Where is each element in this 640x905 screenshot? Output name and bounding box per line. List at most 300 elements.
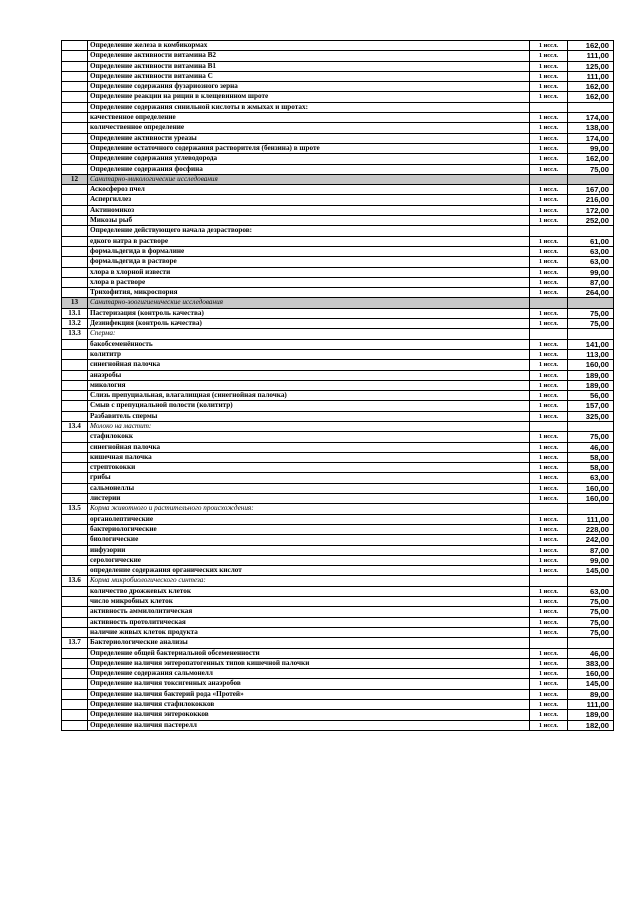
unit-label: 1 иссл. xyxy=(530,143,568,153)
table-row xyxy=(62,524,614,534)
price-value: 111,00 xyxy=(568,51,614,61)
table-row xyxy=(62,380,614,390)
unit-label: 1 иссл. xyxy=(530,360,568,370)
price-value xyxy=(568,226,614,236)
subheader-row xyxy=(62,329,614,339)
unit-label: 1 иссл. xyxy=(530,380,568,390)
price-value: 182,00 xyxy=(568,720,614,730)
service-name: число микробных клеток xyxy=(88,597,530,607)
row-number xyxy=(62,597,88,607)
table-row xyxy=(62,185,614,195)
price-value: 46,00 xyxy=(568,442,614,452)
row-number xyxy=(62,411,88,421)
price-value: 160,00 xyxy=(568,360,614,370)
row-number xyxy=(62,627,88,637)
unit-label: 1 иссл. xyxy=(530,720,568,730)
table-row xyxy=(62,432,614,442)
subheader-row xyxy=(62,421,614,431)
unit-label: 1 иссл. xyxy=(530,288,568,298)
price-value: 63,00 xyxy=(568,257,614,267)
price-table-body xyxy=(62,41,614,731)
service-name: Санитарно-зоогигиенические исследования xyxy=(88,298,530,308)
service-name: Определение содержания синильной кислоты в жмыхах и шротах: xyxy=(88,102,530,112)
table-row xyxy=(62,411,614,421)
price-value: 113,00 xyxy=(568,349,614,359)
row-number xyxy=(62,164,88,174)
service-name: Определение активности витамина С xyxy=(88,71,530,81)
row-number xyxy=(62,700,88,710)
service-name: хлора в хлорной извести xyxy=(88,267,530,277)
row-number xyxy=(62,195,88,205)
row-number xyxy=(62,339,88,349)
row-number xyxy=(62,288,88,298)
unit-label: 1 иссл. xyxy=(530,133,568,143)
price-value: 383,00 xyxy=(568,658,614,668)
price-value: 58,00 xyxy=(568,452,614,462)
table-row xyxy=(62,205,614,215)
row-number xyxy=(62,154,88,164)
row-number xyxy=(62,648,88,658)
row-number xyxy=(62,658,88,668)
table-row xyxy=(62,452,614,462)
service-name: биологические xyxy=(88,535,530,545)
price-value: 46,00 xyxy=(568,648,614,658)
row-number xyxy=(62,442,88,452)
service-name: органолептические xyxy=(88,514,530,524)
row-number xyxy=(62,123,88,133)
price-value: 63,00 xyxy=(568,586,614,596)
service-name: формальдегида в растворе xyxy=(88,257,530,267)
row-number xyxy=(62,689,88,699)
service-name: Санитарно-микологические исследования xyxy=(88,174,530,184)
service-name: Определение активности уреазы xyxy=(88,133,530,143)
unit-label: 1 иссл. xyxy=(530,195,568,205)
price-value xyxy=(568,174,614,184)
service-name: синегнойная палочка xyxy=(88,360,530,370)
service-name: Актиномикоз xyxy=(88,205,530,215)
row-number xyxy=(62,216,88,226)
row-number xyxy=(62,51,88,61)
table-row xyxy=(62,391,614,401)
service-name: Аспергиллез xyxy=(88,195,530,205)
price-value: 99,00 xyxy=(568,143,614,153)
table-row xyxy=(62,514,614,524)
service-name: Трихофития, микроспория xyxy=(88,288,530,298)
row-number xyxy=(62,432,88,442)
table-row xyxy=(62,607,614,617)
row-number xyxy=(62,617,88,627)
unit-label: 1 иссл. xyxy=(530,82,568,92)
price-value: 125,00 xyxy=(568,61,614,71)
row-number: 13.2 xyxy=(62,319,88,329)
row-number xyxy=(62,473,88,483)
service-name: инфузории xyxy=(88,545,530,555)
table-row xyxy=(62,648,614,658)
table-row xyxy=(62,689,614,699)
unit-label xyxy=(530,504,568,514)
unit-label: 1 иссл. xyxy=(530,339,568,349)
service-name: определение содержания органических кислот xyxy=(88,566,530,576)
unit-label: 1 иссл. xyxy=(530,411,568,421)
row-number xyxy=(62,535,88,545)
row-number: 13 xyxy=(62,298,88,308)
table-row xyxy=(62,555,614,565)
price-value: 162,00 xyxy=(568,92,614,102)
table-row xyxy=(62,246,614,256)
row-number xyxy=(62,143,88,153)
table-row xyxy=(62,473,614,483)
unit-label: 1 иссл. xyxy=(530,51,568,61)
unit-label xyxy=(530,226,568,236)
unit-label: 1 иссл. xyxy=(530,246,568,256)
service-name: синегнойная палочка xyxy=(88,442,530,452)
row-number xyxy=(62,494,88,504)
row-number xyxy=(62,92,88,102)
unit-label: 1 иссл. xyxy=(530,597,568,607)
unit-label: 1 иссл. xyxy=(530,710,568,720)
row-number xyxy=(62,82,88,92)
service-name: Определение содержания углеводорода xyxy=(88,154,530,164)
service-name: качественное определение xyxy=(88,113,530,123)
table-row xyxy=(62,535,614,545)
table-row xyxy=(62,545,614,555)
service-name: количественное определение xyxy=(88,123,530,133)
price-value: 75,00 xyxy=(568,607,614,617)
table-row xyxy=(62,483,614,493)
row-number xyxy=(62,586,88,596)
row-number xyxy=(62,349,88,359)
unit-label: 1 иссл. xyxy=(530,617,568,627)
subheader-row xyxy=(62,102,614,112)
table-row xyxy=(62,617,614,627)
unit-label: 1 иссл. xyxy=(530,401,568,411)
service-name: грибы xyxy=(88,473,530,483)
row-number: 13.7 xyxy=(62,638,88,648)
row-number xyxy=(62,524,88,534)
unit-label: 1 иссл. xyxy=(530,71,568,81)
table-row xyxy=(62,236,614,246)
unit-label: 1 иссл. xyxy=(530,308,568,318)
service-name: Определение остаточного содержания растворителя (бензина) в шроте xyxy=(88,143,530,153)
price-value: 99,00 xyxy=(568,267,614,277)
subheader-row xyxy=(62,226,614,236)
table-row xyxy=(62,61,614,71)
unit-label: 1 иссл. xyxy=(530,669,568,679)
row-number: 13.5 xyxy=(62,504,88,514)
row-number xyxy=(62,113,88,123)
price-value: 242,00 xyxy=(568,535,614,545)
service-name: стрептококки xyxy=(88,463,530,473)
unit-label: 1 иссл. xyxy=(530,154,568,164)
price-value xyxy=(568,298,614,308)
service-name: едкого натра в растворе xyxy=(88,236,530,246)
row-number xyxy=(62,370,88,380)
price-value: 174,00 xyxy=(568,133,614,143)
unit-label: 1 иссл. xyxy=(530,164,568,174)
row-number xyxy=(62,566,88,576)
service-name: Определение общей бактериальной обсемененности xyxy=(88,648,530,658)
service-name: Определение наличия стафилококков xyxy=(88,700,530,710)
service-name: бакобсеменённость xyxy=(88,339,530,349)
row-number: 12 xyxy=(62,174,88,184)
unit-label: 1 иссл. xyxy=(530,483,568,493)
price-value: 160,00 xyxy=(568,483,614,493)
price-value: 61,00 xyxy=(568,236,614,246)
service-name: Определение наличия бактерий рода «Протей» xyxy=(88,689,530,699)
price-value: 216,00 xyxy=(568,195,614,205)
row-number: 13.6 xyxy=(62,576,88,586)
service-name: листерии xyxy=(88,494,530,504)
table-row xyxy=(62,319,614,329)
unit-label: 1 иссл. xyxy=(530,319,568,329)
price-value: 172,00 xyxy=(568,205,614,215)
table-row xyxy=(62,360,614,370)
table-row xyxy=(62,586,614,596)
price-value: 75,00 xyxy=(568,164,614,174)
table-row xyxy=(62,133,614,143)
price-value: 75,00 xyxy=(568,319,614,329)
price-value: 264,00 xyxy=(568,288,614,298)
row-number xyxy=(62,710,88,720)
unit-label: 1 иссл. xyxy=(530,267,568,277)
price-value: 75,00 xyxy=(568,597,614,607)
price-value: 162,00 xyxy=(568,82,614,92)
row-number: 13.1 xyxy=(62,308,88,318)
row-number xyxy=(62,452,88,462)
table-row xyxy=(62,710,614,720)
unit-label: 1 иссл. xyxy=(530,349,568,359)
service-name: Определение реакции на рицин в клещевинном шроте xyxy=(88,92,530,102)
row-number xyxy=(62,257,88,267)
service-name: кишечная палочка xyxy=(88,452,530,462)
unit-label: 1 иссл. xyxy=(530,236,568,246)
section-row xyxy=(62,174,614,184)
table-row xyxy=(62,41,614,51)
service-name: Микозы рыб xyxy=(88,216,530,226)
unit-label: 1 иссл. xyxy=(530,92,568,102)
row-number xyxy=(62,236,88,246)
service-name: Молоко на мастит: xyxy=(88,421,530,431)
price-value: 160,00 xyxy=(568,669,614,679)
unit-label: 1 иссл. xyxy=(530,442,568,452)
table-row xyxy=(62,92,614,102)
table-row xyxy=(62,113,614,123)
table-row xyxy=(62,700,614,710)
service-name: Разбавитель спермы xyxy=(88,411,530,421)
row-number xyxy=(62,679,88,689)
row-number xyxy=(62,205,88,215)
price-value: 87,00 xyxy=(568,545,614,555)
unit-label: 1 иссл. xyxy=(530,257,568,267)
service-name: Корма животного и растительного происхождения: xyxy=(88,504,530,514)
table-row xyxy=(62,370,614,380)
price-value: 174,00 xyxy=(568,113,614,123)
price-value: 75,00 xyxy=(568,308,614,318)
service-name: наличие живых клеток продукта xyxy=(88,627,530,637)
price-value: 75,00 xyxy=(568,432,614,442)
price-value: 63,00 xyxy=(568,473,614,483)
service-name: активность аммилолитическая xyxy=(88,607,530,617)
unit-label: 1 иссл. xyxy=(530,555,568,565)
unit-label: 1 иссл. xyxy=(530,586,568,596)
price-value: 145,00 xyxy=(568,679,614,689)
price-table xyxy=(61,40,614,731)
service-name: количество дрожжевых клеток xyxy=(88,586,530,596)
price-value xyxy=(568,576,614,586)
unit-label: 1 иссл. xyxy=(530,41,568,51)
unit-label: 1 иссл. xyxy=(530,432,568,442)
service-name: Определение наличия энтеропатогенных типов кишечной палочки xyxy=(88,658,530,668)
price-value: 63,00 xyxy=(568,246,614,256)
row-number xyxy=(62,514,88,524)
subheader-row xyxy=(62,576,614,586)
service-name: стафилококк xyxy=(88,432,530,442)
service-name: Дезинфекция (контроль качества) xyxy=(88,319,530,329)
service-name: формальдегида в формалине xyxy=(88,246,530,256)
table-row xyxy=(62,597,614,607)
price-value: 160,00 xyxy=(568,494,614,504)
row-number xyxy=(62,102,88,112)
table-row xyxy=(62,82,614,92)
table-row xyxy=(62,267,614,277)
table-row xyxy=(62,627,614,637)
table-row xyxy=(62,349,614,359)
unit-label: 1 иссл. xyxy=(530,566,568,576)
row-number: 13.4 xyxy=(62,421,88,431)
table-row xyxy=(62,494,614,504)
price-value: 111,00 xyxy=(568,71,614,81)
unit-label: 1 иссл. xyxy=(530,648,568,658)
table-row xyxy=(62,216,614,226)
price-value: 145,00 xyxy=(568,566,614,576)
unit-label: 1 иссл. xyxy=(530,679,568,689)
service-name: Определение наличия пастерелл xyxy=(88,720,530,730)
table-row xyxy=(62,442,614,452)
row-number xyxy=(62,185,88,195)
unit-label xyxy=(530,102,568,112)
row-number xyxy=(62,463,88,473)
unit-label xyxy=(530,174,568,184)
table-row xyxy=(62,401,614,411)
table-row xyxy=(62,195,614,205)
unit-label xyxy=(530,298,568,308)
row-number xyxy=(62,380,88,390)
unit-label xyxy=(530,638,568,648)
section-row xyxy=(62,298,614,308)
row-number xyxy=(62,720,88,730)
row-number xyxy=(62,277,88,287)
unit-label: 1 иссл. xyxy=(530,607,568,617)
unit-label: 1 иссл. xyxy=(530,463,568,473)
price-value: 58,00 xyxy=(568,463,614,473)
table-row xyxy=(62,288,614,298)
row-number xyxy=(62,41,88,51)
price-value: 228,00 xyxy=(568,524,614,534)
price-value xyxy=(568,638,614,648)
row-number xyxy=(62,391,88,401)
service-name: бактериологические xyxy=(88,524,530,534)
price-value: 189,00 xyxy=(568,380,614,390)
table-row xyxy=(62,71,614,81)
price-value: 167,00 xyxy=(568,185,614,195)
row-number xyxy=(62,607,88,617)
row-number xyxy=(62,61,88,71)
service-name: Определение наличия токсигенных анаэробов xyxy=(88,679,530,689)
price-value: 111,00 xyxy=(568,700,614,710)
unit-label: 1 иссл. xyxy=(530,123,568,133)
service-name: Определение активности витамина В2 xyxy=(88,51,530,61)
service-name: хлора в растворе xyxy=(88,277,530,287)
service-name: микология xyxy=(88,380,530,390)
price-value xyxy=(568,504,614,514)
unit-label: 1 иссл. xyxy=(530,700,568,710)
price-value: 157,00 xyxy=(568,401,614,411)
price-value: 162,00 xyxy=(568,154,614,164)
service-name: Определение наличия энтерококков xyxy=(88,710,530,720)
table-row xyxy=(62,51,614,61)
row-number xyxy=(62,226,88,236)
price-value: 99,00 xyxy=(568,555,614,565)
price-value xyxy=(568,329,614,339)
unit-label: 1 иссл. xyxy=(530,391,568,401)
service-name: колититр xyxy=(88,349,530,359)
table-row xyxy=(62,308,614,318)
table-row xyxy=(62,123,614,133)
unit-label: 1 иссл. xyxy=(530,494,568,504)
table-row xyxy=(62,463,614,473)
service-name: Определение содержания сальмонелл xyxy=(88,669,530,679)
service-name: Бактериологические анализы xyxy=(88,638,530,648)
service-name: Смыв с препуциальной полости (колититр) xyxy=(88,401,530,411)
table-row xyxy=(62,143,614,153)
table-row xyxy=(62,720,614,730)
service-name: анаэробы xyxy=(88,370,530,380)
price-value: 325,00 xyxy=(568,411,614,421)
price-value: 189,00 xyxy=(568,370,614,380)
unit-label xyxy=(530,576,568,586)
service-name: сальмонеллы xyxy=(88,483,530,493)
unit-label: 1 иссл. xyxy=(530,61,568,71)
unit-label xyxy=(530,329,568,339)
price-value: 89,00 xyxy=(568,689,614,699)
subheader-row xyxy=(62,504,614,514)
price-value: 111,00 xyxy=(568,514,614,524)
unit-label: 1 иссл. xyxy=(530,185,568,195)
unit-label: 1 иссл. xyxy=(530,658,568,668)
price-value: 75,00 xyxy=(568,617,614,627)
price-value xyxy=(568,102,614,112)
price-value: 252,00 xyxy=(568,216,614,226)
service-name: Определение содержания фузариозного зерна xyxy=(88,82,530,92)
row-number xyxy=(62,401,88,411)
unit-label: 1 иссл. xyxy=(530,524,568,534)
service-name: Аскосфероз пчел xyxy=(88,185,530,195)
unit-label: 1 иссл. xyxy=(530,689,568,699)
unit-label: 1 иссл. xyxy=(530,216,568,226)
subheader-row xyxy=(62,638,614,648)
service-name: Определение активности витамина В1 xyxy=(88,61,530,71)
row-number xyxy=(62,246,88,256)
table-row xyxy=(62,164,614,174)
row-number: 13.3 xyxy=(62,329,88,339)
service-name: серологические xyxy=(88,555,530,565)
service-name: Определение содержания фосфина xyxy=(88,164,530,174)
table-row xyxy=(62,566,614,576)
unit-label: 1 иссл. xyxy=(530,370,568,380)
unit-label xyxy=(530,421,568,431)
price-value: 141,00 xyxy=(568,339,614,349)
service-name: Слизь препуциальная, влагалищная (синегнойная палочка) xyxy=(88,391,530,401)
